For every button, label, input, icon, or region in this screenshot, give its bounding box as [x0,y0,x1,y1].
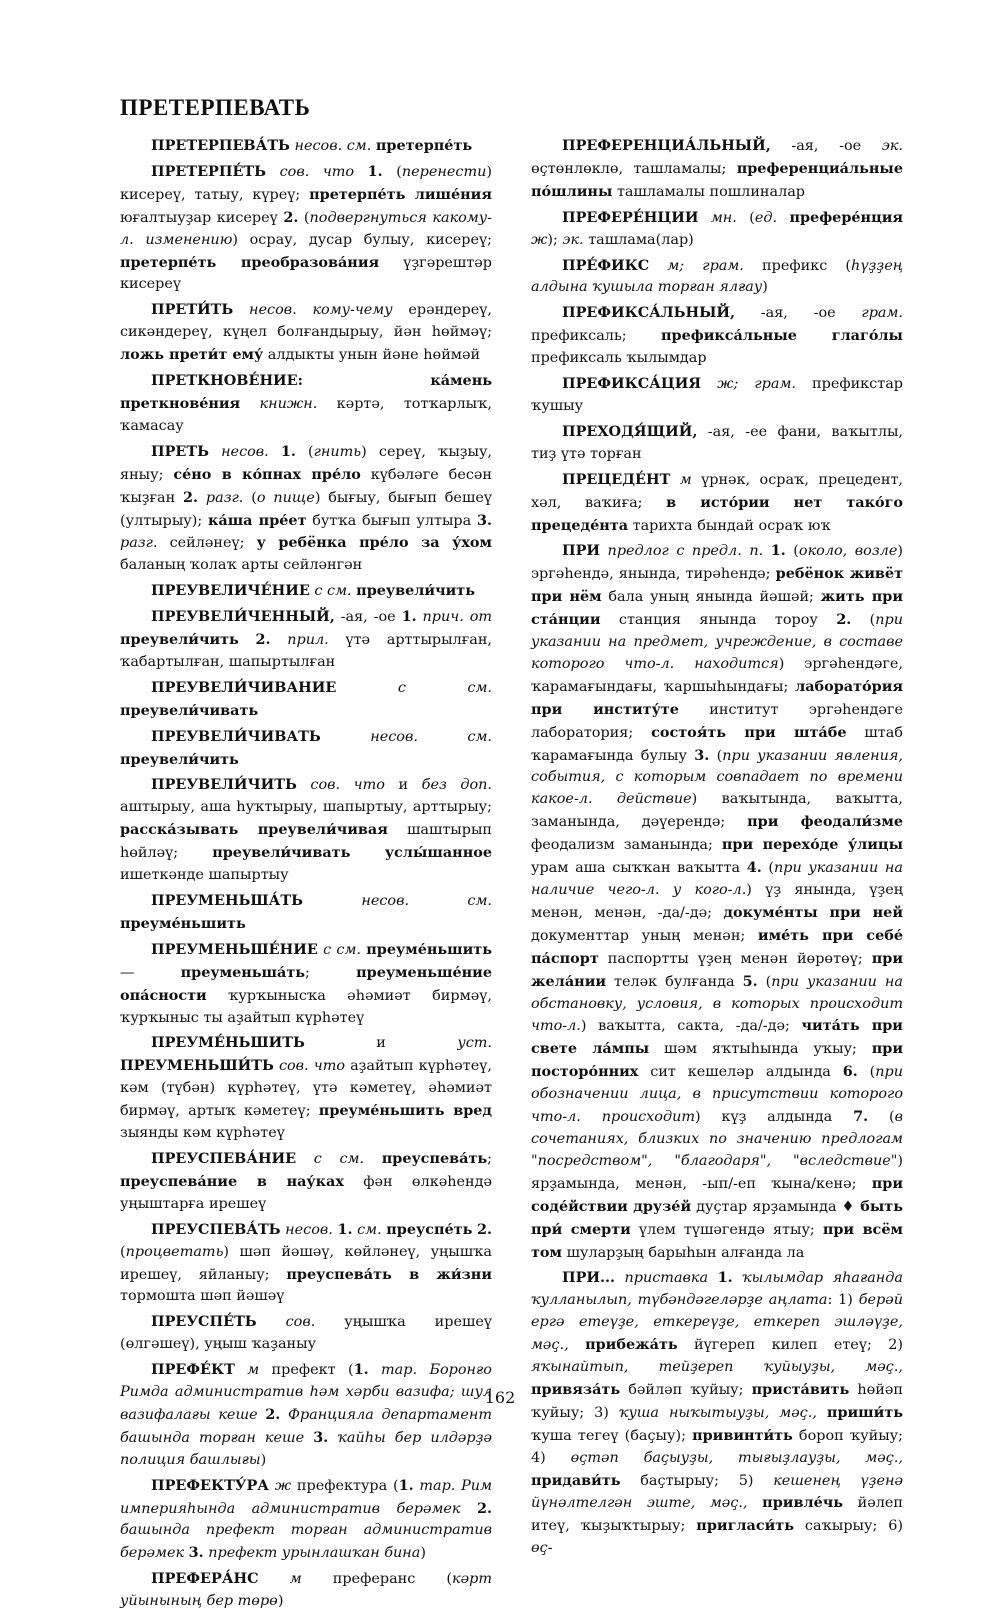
headword-bold: се́но в ко́пнах пре́ло [173,465,361,483]
entry-text: аштырыу, аша һуҡтырыу, шапыртыу, арттырыу; [120,799,492,816]
entry-text: дуҫтар ярҙамында [691,1198,842,1215]
entry-text: ) күҙ алдында [695,1109,854,1126]
entry-text: префиксаль; [531,328,661,345]
headword-bold: 4. [746,859,762,877]
headword-bold: 2. [183,488,199,506]
grammar-italic: кешенең үҙенә йүнәлтелгән эште, мәҫ., [531,1472,903,1512]
grammar-italic: ж [269,1477,292,1494]
grammar-italic: ж; грам. [701,376,796,393]
dictionary-entry [120,677,492,723]
grammar-italic: несов. см. [320,728,492,745]
grammar-italic: мн. [698,209,737,226]
entry-text: үлем түшәгендә ятыу; [630,1221,823,1238]
headword-bold: ПРЕУВЕЛИ́ЧИВАТЬ [151,727,321,745]
headword-bold: ПРЕУМЕНЬША́ТЬ [151,892,303,909]
entry-text: -ая, -ое [735,305,862,322]
entry-text: префиксаль ҡылымдар [531,350,707,367]
dictionary-entry [120,135,492,158]
grammar-italic: эк. [881,138,903,154]
entry-text: ( [243,489,257,506]
dictionary-entry [120,890,492,936]
grammar-italic: несов. см. [289,138,376,154]
dictionary-entry [120,161,492,296]
headword-bold: ПРЕФЕРЕ́НЦИИ [562,208,699,226]
grammar-italic: берәй ергә етеүҙе, еткереүҙе, еткереп эшләүҙе, мәҫ., [531,1292,903,1354]
headword-bold: преуме́ньшить вред [318,1102,492,1120]
headword-bold: ПРЕФИКСА́ЛЬНЫЙ, [562,304,735,322]
entry-text: ( [295,443,314,460]
entry-text: ) эргәһендәге, ҡарамағындағы, ҡаршыһындағы; [531,655,903,695]
entry-text: юғалтыуҙар кисереү [120,209,284,226]
grammar-italic: префект урынлашҡан бина [203,1545,421,1562]
headword-bold: лаборато́рия при институ́те [531,677,903,718]
entry-text: шуларҙың барыһын алғанда ла [562,1244,805,1261]
headword-bold: 1. [401,608,417,626]
entry-text: саҡырыу; 6) [793,1518,904,1535]
headword-bold: преувели́чивать услы́шанное [212,844,492,862]
headword-bold: 3. [694,746,710,764]
headword-bold: ПРЕУВЕЛИ́ЧЕННЫЙ, [151,608,335,626]
entry-text [708,1270,717,1286]
headword-bold: 1. [337,1220,353,1238]
headword-bold: претерпе́ть лише́ния [309,185,492,203]
entry-text: штаб ҡарамағында булыу [531,724,903,764]
grammar-italic: несов. [208,443,269,460]
entry-text: ) [762,279,768,296]
entry-text: ) кисереү, татыу, күреү; [120,163,492,203]
grammar-italic: с см. [309,583,357,600]
grammar-italic: сов. что [266,163,368,180]
dictionary-entry [531,255,903,300]
entry-text: ) осрау, дусар булыу, кисереү; [232,231,492,248]
dictionary-entry [531,421,903,466]
entry-text: : 1) [827,1292,859,1309]
headword-bold: ПРИ [562,542,601,560]
headword-bold: пригласи́ть [696,1517,794,1535]
entry-text: йүгереп килеп етеү; 2) [677,1337,903,1354]
headword-bold: преувели́чивать [120,701,259,719]
headword-bold: преуспева́ть в жи́зни [286,1265,492,1283]
grammar-italic: тар. Рим империяһында административ берәмек [120,1477,493,1517]
headword-bold: в исто́рии нет тако́го прецеде́нта [531,493,903,534]
entry-text [269,444,281,460]
grammar-italic: при указании на наличие чего-л. у кого-л. [531,860,903,898]
entry-text: префект ( [259,1362,354,1379]
grammar-italic: грам. [861,305,903,322]
headword-bold: приста́вить [751,1380,850,1398]
headword-bold: 2. [265,1405,281,1423]
headword-bold: ПРЕТКНОВЕ́НИЕ: ка́мень преткнове́ния [120,372,492,412]
entry-text: ( [857,1064,876,1081]
headword-bold: преуме́ньшить [366,940,492,958]
entry-text: бутҡа бығып ултыра [306,512,477,529]
grammar-italic: прил. [270,632,329,649]
headword-bold: ребёнок живёт при нём [531,565,903,606]
entry-text: теләк булғанда [606,973,743,990]
grammar-italic: сов. [256,1314,316,1331]
dictionary-entry [120,370,492,438]
entry-text: өҫтөнлөклө, ташламалы; [531,160,737,177]
entry-text [748,1495,763,1511]
headword-bold: префере́нция [789,208,904,226]
grammar-italic: һүҙҙең алдына ҡушыла торған ялғау [531,257,903,296]
grammar-italic: при обозначении лица, в присутствии которого что-л. происходит [531,1064,903,1126]
entry-text: аҙайтып күрһәтеү, кәм (түбән) күрһәтеү, үтә кәметеү, әһәмиәт бирмәү, артыҡ кәметеү; [120,1058,492,1120]
grammar-italic: с см. [296,1150,382,1167]
grammar-italic: ед. [754,209,778,226]
entry-text: ) сереү, ҡыҙыу, яныу; [120,443,492,483]
grammar-italic: в сочетаниях, близких по значению предлогам "посредством", "благодаря", "вследствие" [531,1109,903,1169]
headword-bold: ПРЕУСПЕВА́НИЕ [151,1149,297,1167]
grammar-italic: без доп. [421,777,492,794]
entry-text [763,543,771,559]
headword-bold: состоя́ть при шта́бе [651,723,847,741]
grammar-italic: башында префект торған административ берәмек [120,1522,492,1562]
headword-bold: ♦ быть при́ смерти [531,1197,903,1238]
entry-text: документтар уның менән; [531,927,758,944]
grammar-italic: ҡайһы бер илдәрҙә полиция башлығы [120,1429,493,1468]
dictionary-entry [120,441,492,577]
headword-bold: ПРЕУСПЕ́ТЬ [151,1313,257,1331]
entry-text: ) ваҡытта, сакта, -да/-дә; [580,1018,802,1035]
headword-bold: преуме́ньшить [120,914,246,932]
headword-bold: 1. [367,162,383,180]
headword-bold: чита́ть при свете ла́мпы [531,1017,903,1058]
headword-bold: у ребёнка пре́ло за у́хом [256,534,493,552]
headword-bold: 2. [255,631,271,649]
entry-text: ; [487,1150,492,1167]
grammar-italic: м [234,1362,260,1379]
entry-text: паспортты үҙең менән йөрөтөү; [598,950,872,967]
grammar-italic: несов. кому-чему [233,302,393,319]
entry-text: ҡуша тегеү (баҫыу); [531,1427,693,1444]
entry-text: -ая, -ое [770,138,882,154]
headword-bold: при перехо́де у́лицы [721,836,903,854]
grammar-italic: подвергнуться какому-л. изменению [120,209,492,248]
entry-text: институт эргәһендәге лаборатория; [531,701,903,741]
headword-bold: 5. [742,972,758,990]
entry-text: ( [382,163,402,180]
headword-bold: ПРЕФЕРА́НС [151,1570,259,1588]
grammar-italic: при указании явления, события, с которым совпадает по времени какое-л. действие [531,747,903,808]
grammar-italic: см. [352,1221,387,1238]
entry-text: феодализм заманында; [531,837,722,854]
grammar-italic: приставка [615,1270,709,1287]
entry-text: ; [305,964,357,981]
entry-text [239,632,256,648]
headword-bold: претерпе́ть [375,137,473,154]
grammar-italic: уст. [457,1035,492,1052]
headword-bold: 2. [476,1499,492,1517]
headword-bold: 1. [770,542,786,560]
entry-text: ерәндереү, сикәндереү, күңел болғандырыу, йән һөймәү; [120,302,492,341]
dictionary-entry [120,299,492,367]
entry-text: ) [420,1545,426,1562]
headword-bold: привинти́ть [692,1426,793,1444]
headword-bold: ПРИ... [562,1269,616,1287]
headword-bold: прибежа́ть [585,1336,678,1354]
headword-bold: преувели́чить [120,631,239,649]
headword-bold: ПРЕУСПЕВА́ТЬ [151,1220,281,1238]
dictionary-entry [531,373,903,418]
grammar-italic: гнить [313,443,362,460]
grammar-italic: яҡынайтып, тейҙереп ҡуйыуҙы, мәҫ., [531,1359,903,1376]
headword-bold: ПРЕУВЕЛИЧЕ́НИЕ [151,582,310,600]
entry-text: фән өлкәһендә уңыштарға ирешеү [120,1173,492,1212]
entry-text: үрнәк, осраҡ, прецедент, хәл, ваҡиға; [531,471,903,511]
grammar-italic: ж [531,231,548,248]
entry-text: ҡурҡынысҡа әһәмиәт бирмәү, ҡурҡыныс ты аҙайтып күрһәтеү [120,987,492,1026]
headword-bold: ПРЕХОДЯ́ЩИЙ, [562,422,698,440]
headword-bold: ПРЕУМЕНЬШИ́ТЬ [120,1057,274,1075]
grammar-italic: ҡуша ныҡытыуҙы, мәҫ., [618,1404,817,1421]
dictionary-entry [120,1311,492,1356]
grammar-italic: процветать [125,1243,224,1260]
grammar-italic: книжн. [240,395,318,412]
grammar-italic: перенести [401,163,487,180]
entry-text: ( [761,860,774,877]
grammar-italic: сов. что [296,777,385,794]
entry-text: ) үҙ янында, үҙең менән, менән, -да/-дә; [531,882,903,921]
entry-text: -ая, -ее фани, ваҡытлы, тиҙ үтә торған [531,423,903,462]
entry-text: ) бығыу, бығып бешеү (ултырыу); [120,489,492,529]
entry-text: станция янында тороу [600,612,837,629]
headword-bold: докуме́нты при ней [723,903,903,921]
dictionary-entry [120,580,492,603]
grammar-italic: сов. что [273,1058,345,1075]
page-number: 162 [484,1388,516,1407]
grammar-italic: предлог с предл. п. [600,543,764,560]
grammar-italic: прич. от [416,609,492,626]
headword-bold: 3. [476,511,493,529]
entry-text: урам аша сыҡҡан ваҡытта [531,860,747,877]
grammar-italic: м [670,471,692,488]
entry-text: ) [277,1593,284,1610]
headword-bold: ПРЕТЕРПЕ́ТЬ [151,162,267,180]
entry-text: тормошта шәп йәшәү [120,1288,285,1305]
grammar-italic: разг. [198,489,244,506]
entry-text [777,210,789,226]
entry-text: префикстар ҡушыу [531,376,903,414]
grammar-italic: м [258,1571,302,1588]
headword-bold: ПРЕЦЕДЕ́НТ [562,470,671,488]
entry-text: һөйәп ҡуйыу; 3) [531,1381,903,1421]
entry-text: алдыкты унын йәне һөймәй [263,347,481,364]
headword-bold: ПРЕФЕРЕНЦИА́ЛЬНЫЙ, [562,137,771,154]
grammar-italic: ҡылымдар яһағанда ҡулланылып, түбәндәгеләрҙе аңлата [531,1270,903,1309]
entry-text: ) ярҙамында, менән, -ып/-еп ҡына/кенә; [531,1152,903,1192]
entry-text [569,1337,585,1353]
headword-bold: име́ть при себе́ па́спорт [531,926,903,967]
headword-bold: префикса́льные глаго́лы [661,327,903,345]
headword-bold: 1. [280,442,296,460]
headword-bold: ложь прети́т ему́ [120,346,264,364]
entry-text: кәртә, тотҡарлыҡ, ҡамасау [120,395,492,434]
headword-bold: ПРЕТЬ [151,442,209,460]
dictionary-entry [120,1219,492,1309]
entry-text: ) эргәһендә, янында, тирәһендә; [531,543,903,583]
dictionary-entry [120,1359,492,1472]
headword-bold: при жела́нии [531,949,903,990]
headword-bold: ПРЕУМЕ́НЬШИТЬ [151,1034,305,1052]
grammar-italic: с см. [336,679,492,696]
dictionary-entry [120,726,492,772]
grammar-italic: эк. [562,231,584,248]
grammar-italic: несов. [280,1221,333,1238]
headword-bold: приши́ть [826,1403,903,1421]
entry-text: — [120,964,181,981]
entry-text: преферанс ( [301,1571,453,1588]
dictionary-entry [120,606,492,674]
headword-bold: преуспева́ние в нау́ках [120,1172,344,1190]
headword-bold: преувели́чить [120,750,239,768]
grammar-italic: м; грам. [649,257,744,274]
dictionary-entry [531,135,903,204]
headword-bold: ПРЕФЕ́КТ [151,1361,235,1379]
grammar-italic: Францияла департамент башында торған кеше [120,1406,492,1446]
grammar-italic: около, возле [798,543,898,560]
grammar-italic: при указании на предмет, учреждение, в составе которого что-л. находится [531,612,903,672]
headword-bold: 1. [398,1476,414,1494]
grammar-italic: разг. [120,535,158,552]
headword-bold: преувели́чить [356,582,475,600]
running-header: ПРЕТЕРПЕВАТЬ [120,95,311,120]
dictionary-entry [120,774,492,887]
headword-bold: 1. [717,1269,733,1287]
entry-text: тарихта бындай осраҡ юҡ [628,517,831,534]
headword-bold: 3. [313,1428,329,1446]
headword-bold: преуменьше́ние опа́сности [120,963,492,1004]
entry-text: ташлама(лар) [583,231,694,248]
dictionary-entry [120,1475,492,1566]
headword-bold: при всём том [531,1220,903,1261]
headword-bold: при соде́йствии друзе́й [531,1174,903,1215]
dictionary-entry [531,207,903,252]
headword-bold: 2. [476,1220,492,1238]
headword-bold: преуменьша́ть [180,963,306,981]
headword-bold: 2. [836,611,852,629]
entry-text: баҫтырыу; 5) [620,1472,774,1489]
grammar-italic: о пище [256,489,315,506]
headword-bold: ПРЕТЕРПЕВА́ТЬ [151,137,290,154]
grammar-italic: несов. см. [302,893,492,909]
headword-bold: преуспе́ть [386,1220,473,1238]
entry-text: ( [709,747,723,764]
headword-bold: жить при ста́нции [531,588,903,629]
grammar-italic: өҫ- [531,1540,553,1557]
headword-bold: 1. [353,1361,369,1379]
dictionary-entry [531,302,903,370]
headword-bold: ПРЕУВЕЛИ́ЧИТЬ [151,776,297,794]
headword-bold: привяза́ть [531,1380,621,1398]
headword-bold: ПРЕФИКСА́ЦИЯ [562,375,702,393]
entry-text: префектура ( [291,1477,399,1494]
right-column [531,135,903,1563]
headword-bold: привле́чь [762,1494,844,1512]
entry-text: зыянды кәм күрһәтеү [120,1125,285,1142]
entry-text: ишеткәнде шапыртыу [120,867,289,884]
headword-bold: при посторо́нних [531,1040,903,1081]
entry-text: и [384,777,422,794]
headword-bold: ка́ша пре́ет [207,511,307,529]
grammar-italic: с см. [317,941,367,958]
entry-text: ) шәп йәшәү, көйләнеү, уңышҡа ирешеү, яйланыу; [120,1243,492,1283]
entry-text: ) [260,1451,267,1468]
grammar-italic: өҫтәп баҫыуҙы, тығыҙлауҙы, мәҫ., [570,1449,903,1466]
entry-text: сейләнеү; [157,535,257,552]
dictionary-entry [531,540,903,1264]
entry-text: баланың ҡолаҡ арты сейләнгән [120,557,363,574]
headword-bold: претерпе́ть преобразова́ния [120,253,380,271]
grammar-italic: тар. Боронғо Римда административ һәм хәрби вазифа; шул вазифалағы кеше [120,1362,492,1423]
dictionary-entry [120,1568,492,1613]
entry-text: и [304,1035,458,1052]
entry-text: ( [757,973,772,990]
entry-text: ( [851,612,876,629]
headword-bold: преференциа́льные по́шлины [531,159,903,200]
entry-text: шаштырып һөйләү; [120,822,492,862]
entry-text: ) ваҡытында, ваҡытта, заманында, дәүерендә; [531,791,903,831]
headword-bold: ПРЕУВЕЛИ́ЧИВАНИЕ [151,678,337,696]
headword-bold: придави́ть [531,1471,621,1489]
entry-text: йәлеп итеү, ҡыҙыҡтырыу; [531,1495,904,1535]
entry-text: ташламалы пошлиналар [612,183,806,200]
headword-bold: расска́зывать преувели́чивая [120,821,388,839]
entry-text: ( [868,1109,895,1126]
entry-text: бороп ҡуйыу; 4) [531,1427,903,1466]
headword-bold: ПРЕ́ФИКС [562,256,650,274]
entry-text: үҙгәрештәр кисереү [120,254,493,293]
entry-text: күбәләге бесән ҡыҙған [120,466,492,506]
headword-bold: ПРЕТИ́ТЬ [151,301,234,319]
headword-bold: преуспева́ть [381,1149,488,1167]
headword-bold: 2. [283,208,299,226]
entry-text: ); [547,231,563,248]
entry-text: бала уның янында йәшәй; [601,589,821,606]
entry-text: үтә арттырылған, ҡабартылған, шапыртылған [120,632,493,670]
entry-text: -ая, -ое [334,609,402,626]
entry-text: ( [120,1243,126,1260]
entry-text [817,1405,827,1421]
entry-text: ( [785,543,799,560]
headword-bold: 3. [188,1544,204,1562]
headword-bold: 7. [853,1108,869,1126]
headword-bold: 6. [842,1063,858,1081]
headword-bold: ПРЕУМЕНЬШЕ́НИЕ [151,940,318,958]
dictionary-entry [120,1032,492,1145]
entry-text: ( [298,209,310,226]
grammar-italic: кәрт уйынының бер төрө [120,1571,492,1610]
dictionary-entry [531,469,903,538]
grammar-italic: при указании на обстановку, условия, в которых происходит что-л. [531,973,903,1035]
entry-text: префикс ( [743,257,852,274]
dictionary-entry [120,939,492,1030]
entry-text: ( [736,209,755,226]
headword-bold: при феодали́зме [747,813,903,831]
dictionary-entry [120,1148,492,1216]
entry-text: шәм яҡтыһында уҡыу; [649,1041,872,1058]
entry-text: уңышҡа ирешеү (өлгәшеү), уңыш ҡаҙаныу [120,1314,492,1353]
dictionary-entry [531,1267,903,1560]
entry-text: бәйләп ҡуйыу; [620,1381,752,1398]
entry-text: сит кешеләр алдында [638,1064,843,1081]
headword-bold: ПРЕФЕКТУ́РА [151,1476,270,1494]
